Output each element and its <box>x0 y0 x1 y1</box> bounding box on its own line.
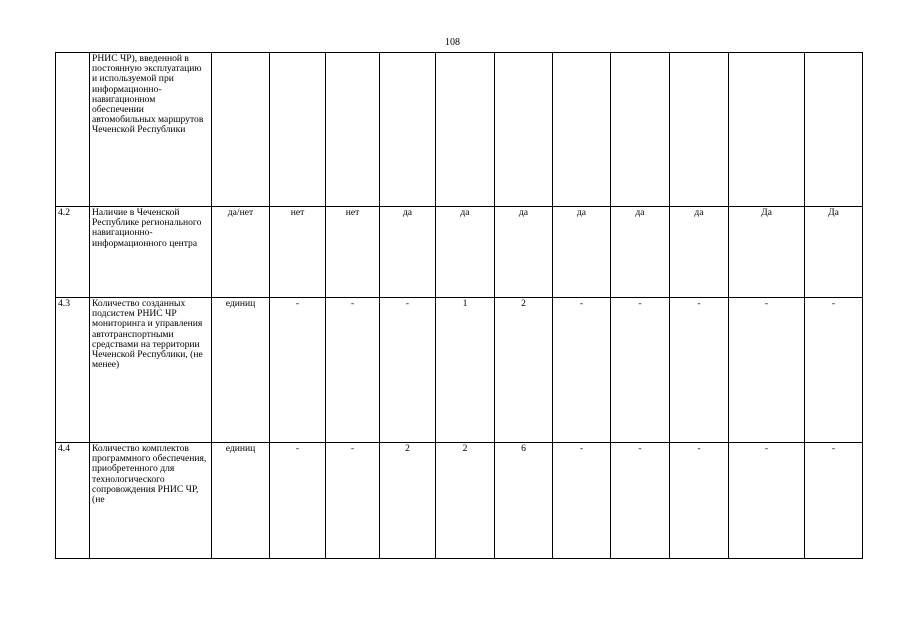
value-cell: - <box>270 443 326 559</box>
value-cell <box>670 53 729 207</box>
row-description: РНИС ЧР), введенной в постоянную эксплуатацию и используемой при информационно-навигационном обеспечении автомобильных маршрутов Чеченской Республики <box>90 53 212 207</box>
value-cell: 2 <box>495 298 553 443</box>
row-unit: да/нет <box>212 207 270 298</box>
value-cell: да <box>670 207 729 298</box>
value-cell: - <box>729 443 805 559</box>
row-description: Наличие в Чеченской Республике регионального навигационно-информационного центра <box>90 207 212 298</box>
value-cell: - <box>805 443 863 559</box>
row-number: 4.4 <box>56 443 90 559</box>
table-row <box>56 207 863 298</box>
value-cell <box>611 53 670 207</box>
value-cell: - <box>611 298 670 443</box>
value-cell: - <box>670 298 729 443</box>
row-unit: единиц <box>212 298 270 443</box>
value-cell: - <box>553 443 611 559</box>
value-cell: 2 <box>436 443 495 559</box>
value-cell <box>805 53 863 207</box>
value-cell <box>495 53 553 207</box>
table-row <box>56 443 863 559</box>
value-cell: да <box>553 207 611 298</box>
value-cell: - <box>326 443 380 559</box>
row-number: 4.2 <box>56 207 90 298</box>
value-cell <box>270 53 326 207</box>
value-cell: нет <box>270 207 326 298</box>
row-unit: единиц <box>212 443 270 559</box>
value-cell <box>326 53 380 207</box>
value-cell: - <box>553 298 611 443</box>
value-cell: - <box>611 443 670 559</box>
table-row <box>56 53 863 207</box>
value-cell <box>380 53 436 207</box>
row-number <box>56 53 90 207</box>
value-cell: Да <box>729 207 805 298</box>
data-table <box>55 52 863 559</box>
value-cell <box>553 53 611 207</box>
value-cell: 1 <box>436 298 495 443</box>
row-number: 4.3 <box>56 298 90 443</box>
row-description: Количество созданных подсистем РНИС ЧР мониторинга и управления автотранспортными средствами на территории Чеченской Республики, (не менее) <box>90 298 212 443</box>
value-cell: - <box>326 298 380 443</box>
row-unit <box>212 53 270 207</box>
value-cell: - <box>380 298 436 443</box>
value-cell: 6 <box>495 443 553 559</box>
value-cell: да <box>436 207 495 298</box>
row-description: Количество комплектов программного обеспечения, приобретенного для технологического сопровождения РНИС ЧР, (не <box>90 443 212 559</box>
value-cell: - <box>805 298 863 443</box>
value-cell: Да <box>805 207 863 298</box>
page-number: 108 <box>445 37 460 48</box>
value-cell: 2 <box>380 443 436 559</box>
value-cell <box>436 53 495 207</box>
value-cell <box>729 53 805 207</box>
table-row <box>56 298 863 443</box>
value-cell: нет <box>326 207 380 298</box>
value-cell: да <box>380 207 436 298</box>
value-cell: - <box>270 298 326 443</box>
value-cell: - <box>729 298 805 443</box>
value-cell: - <box>670 443 729 559</box>
value-cell: да <box>611 207 670 298</box>
value-cell: да <box>495 207 553 298</box>
